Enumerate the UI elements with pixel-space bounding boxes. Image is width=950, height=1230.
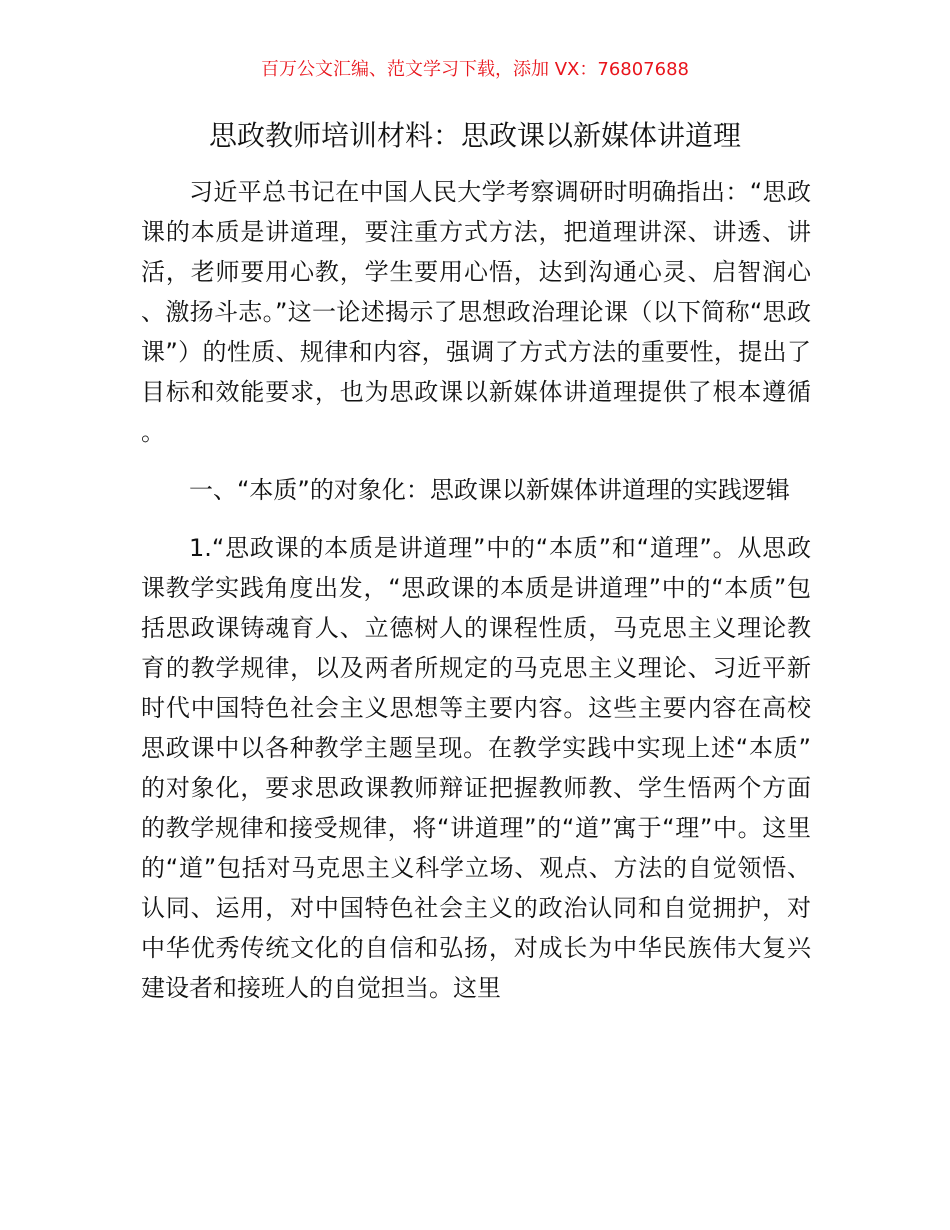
document-title: 思政教师培训材料：思政课以新媒体讲道理 — [208, 119, 741, 152]
document-body — [141, 172, 811, 1008]
header-banner: 百万公文汇编、范文学习下载，添加 VX：76807688 — [261, 59, 689, 80]
section-heading: 一、“本质”的对象化：思政课以新媒体讲道理的实践逻辑 — [189, 476, 790, 504]
intro-paragraph: 习近平总书记在中国人民大学考察调研时明确指出：“思政课的本质是讲道理，要注重方式方法，把道理讲深、讲透、讲活，老师要用心教，学生要用心悟，达到沟通心灵、启智润心、激扬斗志。”这一论述揭示了思想政治理论课（以下简称“思政课”）的性质、规律和内容，强调了方式方法的重要性，提出了目标和效能要求，也为思政课以新媒体讲道理提供了根本遵循。 — [141, 178, 811, 446]
body-paragraph: 1.“思政课的本质是讲道理”中的“本质”和“道理”。从思政课教学实践角度出发，“思政课的本质是讲道理”中的“本质”包括思政课铸魂育人、立德树人的课程性质，马克思主义理论教育的教学规律，以及两者所规定的马克思主义理论、习近平新时代中国特色社会主义思想等主要内容。这些主要内容在高校思政课中以各种教学主题呈现。在教学实践中实现上述“本质”的对象化，要求思政课教师辩证把握教师教、学生悟两个方面的教学规律和接受规律，将“讲道理”的“道”寓于“理”中。这里的“道”包括对马克思主义科学立场、观点、方法的自觉领悟、认同、运用，对中国特色社会主义的政治认同和自觉拥护，对中华优秀传统文化的自信和弘扬，对成长为中华民族伟大复兴建设者和接班人的自觉担当。这里 — [141, 534, 811, 1002]
